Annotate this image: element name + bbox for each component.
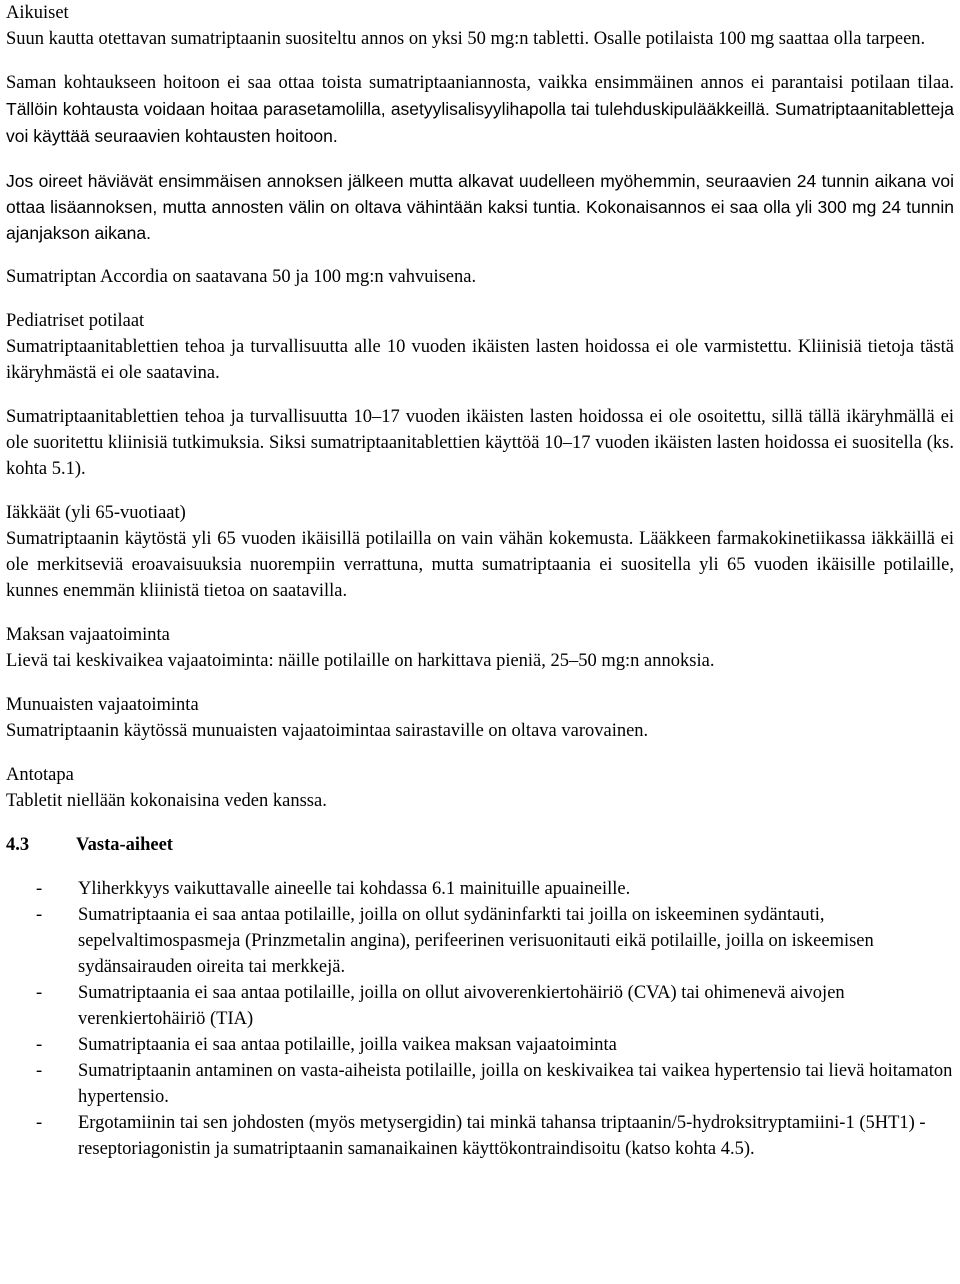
list-item [6, 902, 954, 980]
pediatric-paragraph-1: Sumatriptaanitablettien tehoa ja turvallisuutta alle 10 vuoden ikäisten lasten hoidossa ei ole varmistettu. Kliinisiä tietoja tästä ikäryhmästä ei ole saatavina. [6, 337, 954, 383]
list-item-text: Sumatriptaania ei saa antaa potilaille, joilla on ollut aivoverenkiertohäiriö (CVA) tai ohimenevä aivojen verenkiertohäiriö (TIA) [78, 983, 845, 1029]
dash-bullet: - [36, 905, 43, 925]
administration-heading: Antotapa [6, 765, 74, 785]
list-item-text: Sumatriptaania ei saa antaa potilaille, joilla on ollut sydäninfarkti tai joilla on iskeeminen sydäntauti, sepelvaltimospasmeja (Prinzmetalin angina), perifeerinen verisuonitauti eikä potilaille, joilla on iskeemisen sydänsairauden oireita tai merkkejä. [78, 905, 874, 977]
dash-bullet: - [36, 879, 43, 899]
list-item-text: Ergotamiinin tai sen johdosten (myös metysergidin) tai minkä tahansa triptaanin/5-hydroksitryptamiini-1 (5HT1) -reseptoriagonistin ja sumatriptaanin samanaikainen käyttökontraindisoitu (katso kohta 4.5). [78, 1113, 926, 1159]
list-item [6, 1032, 954, 1058]
dash-bullet: - [36, 983, 43, 1003]
repeat-dose-paragraph [6, 70, 954, 150]
list-item-text: Sumatriptaanin antaminen on vasta-aiheista potilaille, joilla on keskivaikea tai vaikea hypertensio tai lievä hoitamaton hypertensio. [78, 1061, 953, 1107]
pediatric-heading: Pediatriset potilaat [6, 311, 145, 331]
list-item-text: Sumatriptaania ei saa antaa potilaille, joilla vaikea maksan vajaatoiminta [78, 1035, 617, 1055]
section-number: 4.3 [6, 835, 30, 855]
recurrence-paragraph: Jos oireet häviävät ensimmäisen annoksen jälkeen mutta alkavat uudelleen myöhemmin, seuraavien 24 tunnin aikana voi ottaa lisäannoksen, mutta annosten välin on oltava vähintään kaksi tuntia. Kokonaisannos ei saa olla yli 300 mg 24 tunnin ajanjakson aikana. [6, 171, 954, 243]
pediatric-paragraph-2: Sumatriptaanitablettien tehoa ja turvallisuutta 10–17 vuoden ikäisten lasten hoidossa ei ole osoitettu, sillä tällä ikäryhmällä ei ole suoritettu kliinisiä tutkimuksia. Siksi sumatriptaanitablettien käyttöä 10–17 vuoden ikäisten lasten hoidossa ei suositella (ks. kohta 5.1). [6, 407, 954, 479]
list-item [6, 876, 954, 902]
dash-bullet: - [36, 1113, 43, 1133]
alternative-treatment-text: Tällöin kohtausta voidaan hoitaa parasetamolilla, asetyylisalisyylihapolla tai tulehduskipulääkkeillä. Sumatriptaanitabletteja voi käyttää seuraavien kohtausten hoitoon. [6, 99, 954, 146]
list-item [6, 1110, 954, 1162]
hepatic-heading: Maksan vajaatoiminta [6, 625, 170, 645]
section-title-text: Vasta-aiheet [76, 835, 173, 855]
hepatic-paragraph: Lievä tai keskivaikea vajaatoiminta: näille potilaille on harkittava pieniä, 25–50 mg:n annoksia. [6, 651, 715, 671]
elderly-paragraph: Sumatriptaanin käytöstä yli 65 vuoden ikäisillä potilailla on vain vähän kokemusta. Lääkkeen farmakokinetiikassa iäkkäillä ei ole merkitseviä eroavaisuuksia nuorempiin verrattuna, mutta sumatriptaania ei suositella yli 65 vuoden ikäisille potilaille, kunnes enemmän kliinistä tietoa on saatavilla. [6, 529, 954, 601]
list-item [6, 980, 954, 1032]
list-item-text: Yliherkkyys vaikuttavalle aineelle tai kohdassa 6.1 mainituille apuaineille. [78, 879, 631, 899]
dash-bullet: - [36, 1035, 43, 1055]
dash-bullet: - [36, 1061, 43, 1081]
section-title [6, 832, 954, 858]
contraindications-list [6, 876, 954, 1162]
renal-paragraph: Sumatriptaanin käytössä munuaisten vajaatoimintaa sairastaville on oltava varovainen. [6, 721, 649, 741]
adults-dose-paragraph: Suun kautta otettavan sumatriptaanin suositeltu annos on yksi 50 mg:n tabletti. Osalle potilaista 100 mg saattaa olla tarpeen. [6, 29, 926, 49]
elderly-heading: Iäkkäät (yli 65-vuotiaat) [6, 503, 186, 523]
administration-paragraph: Tabletit niellään kokonaisina veden kanssa. [6, 791, 327, 811]
repeat-dose-text: Saman kohtaukseen hoitoon ei saa ottaa toista sumatriptaaniannosta, vaikka ensimmäinen annos ei parantaisi potilaan tilaa. [6, 73, 954, 93]
document-page [6, 0, 954, 1162]
strengths-paragraph: Sumatriptan Accordia on saatavana 50 ja 100 mg:n vahvuisena. [6, 267, 477, 287]
renal-heading: Munuaisten vajaatoiminta [6, 695, 199, 715]
adults-heading: Aikuiset [6, 3, 69, 23]
list-item [6, 1058, 954, 1110]
